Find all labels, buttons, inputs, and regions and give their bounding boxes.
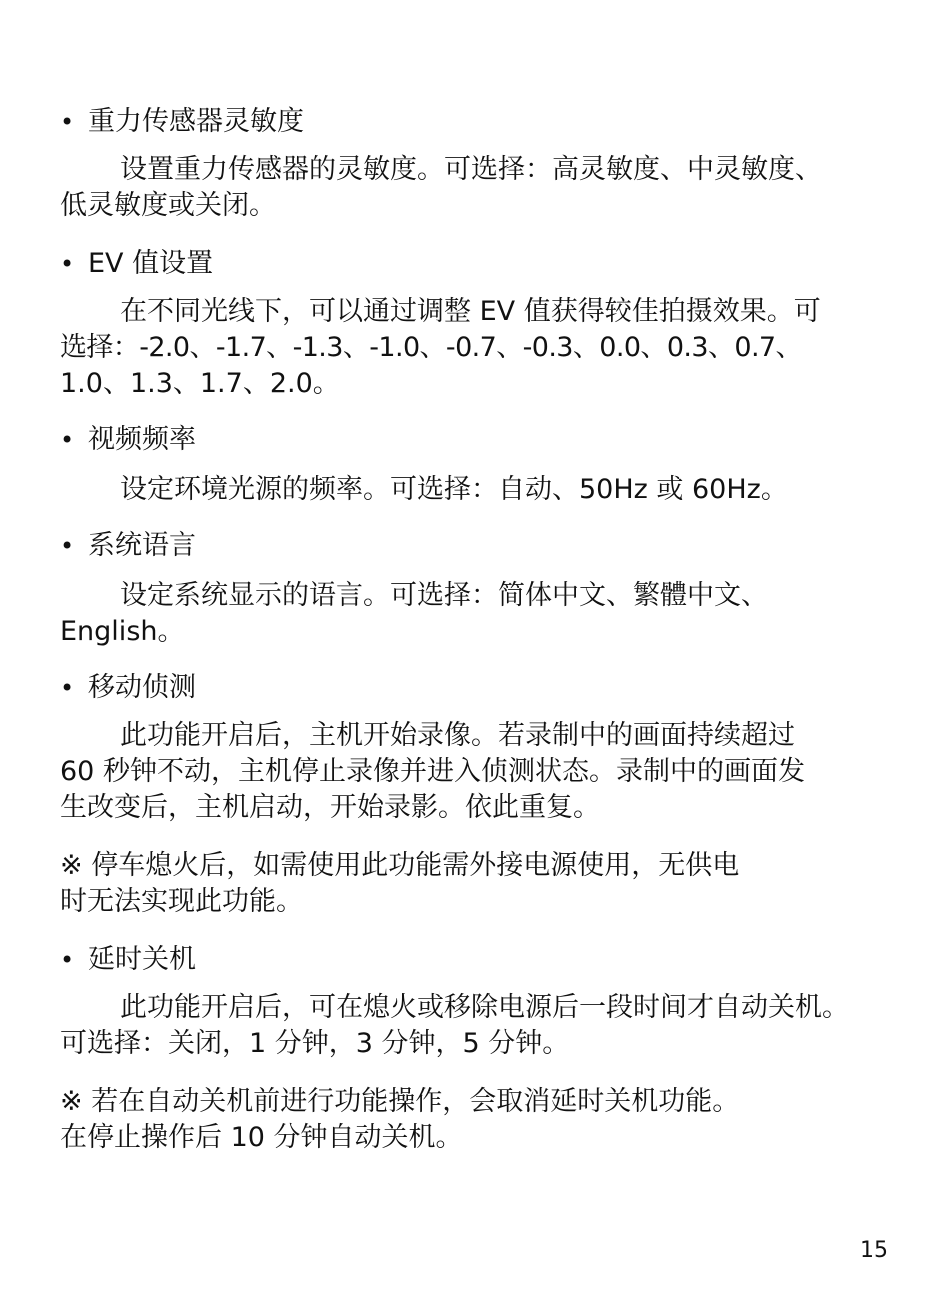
section-body-language: 设定系统显示的语言。可选择：简体中文、繁體中文、 English。 bbox=[60, 580, 768, 647]
bullet-icon: • bbox=[60, 674, 75, 702]
section-heading-delay-shutdown: • 延时关机 bbox=[60, 942, 900, 978]
page-number: 15 bbox=[860, 1238, 888, 1263]
section-heading-frequency: • 视频频率 bbox=[60, 422, 900, 458]
section-body-frequency: 设定环境光源的频率。可选择：自动、50Hz 或 60Hz。 bbox=[120, 474, 788, 505]
bullet-icon: • bbox=[60, 946, 75, 974]
note-motion: ※ 停车熄火后，如需使用此功能需外接电源使用，无供电 时无法实现此功能。 bbox=[60, 850, 740, 917]
section-heading-motion: • 移动侦测 bbox=[60, 670, 900, 706]
section-body-ev: 在不同光线下，可以通过调整 EV 值获得较佳拍摄效果。可 选择：-2.0、-1.7、-1.3、-1.0、-0.7、-0.3、0.0、0.3、0.7、 1.0、1.3、1.7、2.0。 bbox=[60, 296, 821, 399]
section-heading-gsensor: • 重力传感器灵敏度 bbox=[60, 104, 900, 140]
bullet-icon: • bbox=[60, 108, 75, 136]
section-heading-ev: • EV 值设置 bbox=[60, 246, 900, 282]
note-delay-shutdown: ※ 若在自动关机前进行功能操作，会取消延时关机功能。 在停止操作后 10 分钟自动关机。 bbox=[60, 1086, 740, 1153]
section-heading-language: • 系统语言 bbox=[60, 528, 900, 564]
section-body-delay-shutdown: 此功能开启后，可在熄火或移除电源后一段时间才自动关机。 可选择：关闭，1 分钟，3 分钟，5 分钟。 bbox=[60, 992, 849, 1059]
bullet-icon: • bbox=[60, 532, 75, 560]
bullet-icon: • bbox=[60, 426, 75, 454]
section-body-gsensor: 设置重力传感器的灵敏度。可选择：高灵敏度、中灵敏度、 低灵敏度或关闭。 bbox=[60, 154, 822, 221]
section-body-motion: 此功能开启后，主机开始录像。若录制中的画面持续超过 60 秒钟不动，主机停止录像并进入侦测状态。录制中的画面发 生改变后，主机启动，开始录影。依此重复。 bbox=[60, 720, 805, 823]
bullet-icon: • bbox=[60, 250, 75, 278]
